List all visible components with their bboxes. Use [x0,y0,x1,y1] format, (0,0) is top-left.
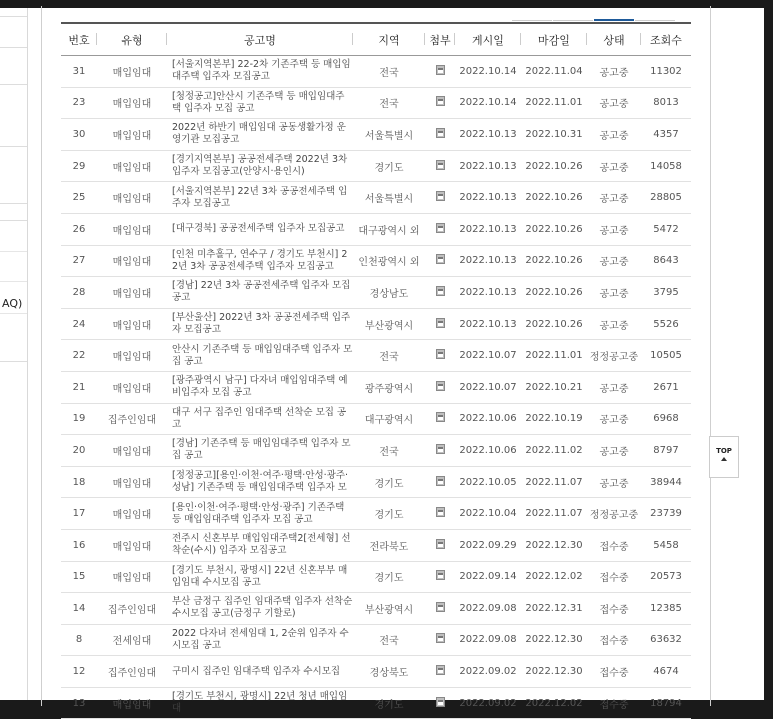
row-number: 12 [61,656,97,688]
row-title-text: 부산 금정구 집주인 임대주택 입주자 선착순 수시모집 공고(금정구 기할로) [172,596,353,620]
row-region: 서울특별시 [353,182,425,214]
row-region: 전국 [353,624,425,656]
row-views: 4674 [641,656,691,688]
row-deadline: 2022.10.26 [521,213,587,245]
row-type: 집주인임대 [97,593,167,625]
row-deadline: 2022.10.26 [521,150,587,182]
row-status: 공고중 [587,466,641,498]
row-region: 경상남도 [353,277,425,309]
row-title-text: [경기도 부천시, 광명시] 22년 신혼부부 매입임대 수시모집 공고 [172,564,348,588]
file-icon[interactable] [436,697,445,707]
row-deadline: 2022.12.31 [521,593,587,625]
row-attachment[interactable] [425,213,455,245]
row-title-text: [서울지역본부] 22-2차 기존주택 등 매입임대주택 입주자 모집공고 [172,59,351,83]
row-attachment[interactable] [425,466,455,498]
table-row[interactable] [61,687,691,719]
row-type: 매입임대 [97,245,167,277]
row-status: 접수중 [587,687,641,719]
row-attachment[interactable] [425,593,455,625]
row-number: 28 [61,277,97,309]
file-icon[interactable] [436,602,445,612]
row-title-text: [정정공고][용인·이천·여주·평택·안성·광주·성남] 기존주택 등 매입임대주택 입주자 모 [172,470,349,494]
row-type: 매입임대 [97,435,167,467]
row-attachment[interactable] [425,340,455,372]
row-number: 19 [61,403,97,435]
row-region: 서울특별시 [353,119,425,151]
row-views: 4357 [641,119,691,151]
table-row[interactable] [61,119,691,151]
row-title-link[interactable] [167,371,353,403]
row-title-link[interactable] [167,56,353,88]
notice-table [61,22,691,719]
table-row[interactable] [61,150,691,182]
row-status: 접수중 [587,561,641,593]
row-attachment[interactable] [425,277,455,309]
row-status: 접수중 [587,624,641,656]
scroll-top-button[interactable] [709,436,739,478]
file-icon[interactable] [436,412,445,422]
row-title-link[interactable] [167,624,353,656]
row-deadline: 2022.11.02 [521,435,587,467]
row-views: 3795 [641,277,691,309]
row-attachment[interactable] [425,498,455,530]
row-title-link[interactable] [167,245,353,277]
row-attachment[interactable] [425,624,455,656]
row-status: 공고중 [587,182,641,214]
row-posted: 2022.10.07 [455,340,521,372]
row-number: 18 [61,466,97,498]
header-title: 공고명 [167,23,353,56]
row-region: 전라북도 [353,529,425,561]
file-icon[interactable] [436,507,445,517]
row-title-link[interactable] [167,403,353,435]
row-type: 집주인임대 [97,656,167,688]
row-region: 경기도 [353,466,425,498]
row-views: 23739 [641,498,691,530]
header-deadline: 마감일 [521,23,587,56]
row-number: 21 [61,371,97,403]
row-views: 8797 [641,435,691,467]
row-views: 20573 [641,561,691,593]
row-title-link[interactable] [167,561,353,593]
table-row[interactable] [61,498,691,530]
row-posted: 2022.10.07 [455,371,521,403]
row-deadline: 2022.10.19 [521,403,587,435]
row-region: 대구광역시 외 [353,213,425,245]
row-title-text: [인천 미추홀구, 연수구 / 경기도 부천시] 22년 3차 공공전세주택 입주자 모집공고 [172,248,348,272]
row-region: 대구광역시 [353,403,425,435]
row-type: 매입임대 [97,182,167,214]
row-title-text: [대구경북] 공공전세주택 입주자 모집공고 [172,223,345,235]
row-number: 16 [61,529,97,561]
row-views: 18794 [641,687,691,719]
row-attachment[interactable] [425,308,455,340]
row-type: 매입임대 [97,277,167,309]
row-views: 10505 [641,340,691,372]
row-title-text: 안산시 기존주택 등 매입임대주택 입주자 모집 공고 [172,343,353,367]
row-attachment[interactable] [425,245,455,277]
row-title-text: [광주광역시 남구] 다자녀 매입임대주택 예비입주자 모집 공고 [172,375,348,399]
row-views: 6968 [641,403,691,435]
row-deadline: 2022.10.21 [521,371,587,403]
row-views: 28805 [641,182,691,214]
sidebar-divider [0,84,27,85]
row-posted: 2022.10.13 [455,213,521,245]
row-posted: 2022.09.08 [455,593,521,625]
row-title-link[interactable] [167,656,353,688]
row-attachment[interactable] [425,529,455,561]
row-deadline: 2022.12.30 [521,529,587,561]
row-type: 매입임대 [97,119,167,151]
row-title-link[interactable] [167,119,353,151]
row-number: 17 [61,498,97,530]
header-views: 조회수 [641,23,691,56]
row-number: 22 [61,340,97,372]
row-number: 31 [61,56,97,88]
row-status: 공고중 [587,56,641,88]
row-views: 38944 [641,466,691,498]
row-posted: 2022.10.13 [455,245,521,277]
row-title-link[interactable] [167,277,353,309]
row-title-text: [경기지역본부] 공공전세주택 2022년 3차 입주자 모집공고(안양시·용인시) [172,154,348,178]
table-row[interactable] [61,624,691,656]
row-title-link[interactable] [167,498,353,530]
file-icon[interactable] [436,191,445,201]
row-posted: 2022.10.04 [455,498,521,530]
row-type: 매입임대 [97,87,167,119]
row-title-link[interactable] [167,593,353,625]
table-row[interactable] [61,87,691,119]
top-label: TOP [716,447,732,455]
row-title-text: [청정공고]안산시 기존주택 등 매입임대주택 입주자 모집 공고 [172,90,345,114]
tab-2[interactable] [553,16,593,21]
row-title-text: 구미시 집주인 임대주택 입주자 수시모집 [172,665,341,677]
row-attachment[interactable] [425,150,455,182]
row-type: 매입임대 [97,56,167,88]
row-region: 전국 [353,340,425,372]
row-views: 14058 [641,150,691,182]
row-title-text: 2022년 하반기 매입임대 공동생활가정 운영기관 모집공고 [172,122,346,146]
row-region: 부산광역시 [353,308,425,340]
row-attachment[interactable] [425,687,455,719]
file-icon[interactable] [436,254,445,264]
row-number: 15 [61,561,97,593]
row-type: 집주인임대 [97,403,167,435]
row-title-text: [경기도 부천시, 광명시] 22년 청년 매입임대 [172,691,348,715]
table-row[interactable] [61,466,691,498]
row-number: 20 [61,435,97,467]
row-title-link[interactable] [167,340,353,372]
row-attachment[interactable] [425,87,455,119]
row-posted: 2022.10.13 [455,150,521,182]
row-deadline: 2022.10.26 [521,277,587,309]
tab-4[interactable] [635,16,675,21]
file-icon[interactable] [436,570,445,580]
table-row[interactable] [61,277,691,309]
header-region: 지역 [353,23,425,56]
sidebar-menu-item[interactable] [0,16,27,48]
row-title-text: 전주시 신혼부부 매입임대주택2[전세형] 선착순(수시) 입주자 모집공고 [172,533,351,557]
file-icon[interactable] [436,633,445,643]
row-deadline: 2022.10.26 [521,182,587,214]
row-posted: 2022.09.29 [455,529,521,561]
header-number: 번호 [61,23,97,56]
row-number: 23 [61,87,97,119]
row-views: 12385 [641,593,691,625]
row-views: 8643 [641,245,691,277]
page [0,8,764,715]
header-status: 상태 [587,23,641,56]
row-deadline: 2022.10.31 [521,119,587,151]
table-row[interactable] [61,182,691,214]
row-views: 2671 [641,371,691,403]
row-views: 63632 [641,624,691,656]
row-title-link[interactable] [167,466,353,498]
row-deadline: 2022.11.07 [521,466,587,498]
file-icon[interactable] [436,476,445,486]
row-number: 25 [61,182,97,214]
row-region: 전국 [353,435,425,467]
table-row[interactable] [61,561,691,593]
row-deadline: 2022.10.26 [521,245,587,277]
row-status: 공고중 [587,87,641,119]
table-row[interactable] [61,56,691,88]
tab-bar [512,6,676,11]
row-status: 공고중 [587,150,641,182]
row-views: 5458 [641,529,691,561]
row-posted: 2022.09.08 [455,624,521,656]
row-title-text: [경남] 기존주택 등 매입임대주택 입주자 모집 공고 [172,438,351,462]
row-deadline: 2022.12.02 [521,687,587,719]
table-row[interactable] [61,340,691,372]
row-posted: 2022.09.14 [455,561,521,593]
row-region: 경기도 [353,687,425,719]
row-number: 29 [61,150,97,182]
table-row[interactable] [61,403,691,435]
row-deadline: 2022.11.07 [521,498,587,530]
table-row[interactable] [61,435,691,467]
row-number: 26 [61,213,97,245]
row-region: 경상북도 [353,656,425,688]
row-posted: 2022.10.13 [455,308,521,340]
row-deadline: 2022.12.30 [521,624,587,656]
row-title-text: [용인·이천·여주·평택·안성·광주] 기존주택 등 매입임대주택 입주자 모집 공고 [172,501,345,525]
row-number: 24 [61,308,97,340]
sidebar-faq-label: AQ) [2,297,23,310]
row-posted: 2022.10.06 [455,435,521,467]
row-number: 13 [61,687,97,719]
row-deadline: 2022.11.04 [521,56,587,88]
file-icon[interactable] [436,286,445,296]
file-icon[interactable] [436,665,445,675]
file-icon[interactable] [436,128,445,138]
row-title-link[interactable] [167,150,353,182]
row-status: 정정공고중 [587,498,641,530]
row-status: 공고중 [587,245,641,277]
row-region: 경기도 [353,150,425,182]
row-type: 매입임대 [97,561,167,593]
row-region: 전국 [353,87,425,119]
row-views: 8013 [641,87,691,119]
row-attachment[interactable] [425,56,455,88]
row-type: 매입임대 [97,150,167,182]
row-status: 공고중 [587,308,641,340]
row-title-link[interactable] [167,529,353,561]
header-posted: 게시일 [455,23,521,56]
left-sidebar [0,8,28,700]
row-deadline: 2022.11.01 [521,87,587,119]
table-row[interactable] [61,245,691,277]
file-icon[interactable] [436,444,445,454]
row-posted: 2022.10.13 [455,182,521,214]
row-type: 전세임대 [97,624,167,656]
row-number: 14 [61,593,97,625]
row-views: 5526 [641,308,691,340]
row-region: 광주광역시 [353,371,425,403]
file-icon[interactable] [436,223,445,233]
row-status: 접수중 [587,593,641,625]
row-posted: 2022.09.02 [455,687,521,719]
row-attachment[interactable] [425,435,455,467]
table-row[interactable] [61,529,691,561]
file-icon[interactable] [436,381,445,391]
row-region: 전국 [353,56,425,88]
row-number: 27 [61,245,97,277]
row-posted: 2022.10.13 [455,277,521,309]
row-type: 매입임대 [97,466,167,498]
row-title-link[interactable] [167,213,353,245]
row-title-link[interactable] [167,435,353,467]
tab-3-active[interactable] [594,15,634,21]
row-status: 공고중 [587,119,641,151]
row-type: 매입임대 [97,498,167,530]
file-icon[interactable] [436,539,445,549]
table-row[interactable] [61,371,691,403]
file-icon[interactable] [436,65,445,75]
table-row[interactable] [61,308,691,340]
row-type: 매입임대 [97,687,167,719]
row-region: 인천광역시 외 [353,245,425,277]
row-posted: 2022.10.14 [455,87,521,119]
row-title-link[interactable] [167,687,353,719]
row-status: 접수중 [587,656,641,688]
sidebar-menu-group [0,220,27,362]
sidebar-menu-item-faq[interactable] [0,146,27,310]
row-status: 정정공고중 [587,340,641,372]
row-deadline: 2022.12.30 [521,656,587,688]
row-number: 8 [61,624,97,656]
row-title-text: [부산울산] 2022년 3차 공공전세주택 입주자 모집공고 [172,312,351,336]
row-status: 접수중 [587,529,641,561]
row-views: 11302 [641,56,691,88]
row-attachment[interactable] [425,403,455,435]
row-posted: 2022.10.14 [455,56,521,88]
row-type: 매입임대 [97,213,167,245]
row-title-text: 대구 서구 집주인 임대주택 선착순 모집 공고 [172,406,347,430]
row-type: 매입임대 [97,529,167,561]
row-attachment[interactable] [425,371,455,403]
row-posted: 2022.09.02 [455,656,521,688]
row-title-link[interactable] [167,87,353,119]
row-type: 매입임대 [97,371,167,403]
row-posted: 2022.10.05 [455,466,521,498]
row-type: 매입임대 [97,340,167,372]
row-views: 5472 [641,213,691,245]
tab-1[interactable] [512,16,552,21]
row-region: 경기도 [353,498,425,530]
row-status: 공고중 [587,213,641,245]
row-deadline: 2022.11.01 [521,340,587,372]
file-icon[interactable] [436,349,445,359]
arrow-up-icon [721,457,727,461]
header-attachment: 첨부 [425,23,455,56]
row-status: 공고중 [587,371,641,403]
file-icon[interactable] [436,318,445,328]
row-title-text: [서울지역본부] 22년 3차 공공전세주택 입주자 모집공고 [172,185,348,209]
row-attachment[interactable] [425,656,455,688]
file-icon[interactable] [436,96,445,106]
file-icon[interactable] [436,160,445,170]
row-attachment[interactable] [425,119,455,151]
row-title-text: [경남] 22년 3차 공공전세주택 입주자 모집 공고 [172,280,351,304]
row-deadline: 2022.12.02 [521,561,587,593]
row-attachment[interactable] [425,182,455,214]
row-title-link[interactable] [167,308,353,340]
row-region: 부산광역시 [353,593,425,625]
row-region: 경기도 [353,561,425,593]
row-status: 공고중 [587,435,641,467]
row-posted: 2022.10.13 [455,119,521,151]
table-row[interactable] [61,213,691,245]
row-attachment[interactable] [425,561,455,593]
header-type: 유형 [97,23,167,56]
row-deadline: 2022.10.26 [521,308,587,340]
row-type: 매입임대 [97,308,167,340]
row-number: 30 [61,119,97,151]
table-header-row [61,23,691,56]
table-row[interactable] [61,656,691,688]
row-status: 공고중 [587,403,641,435]
row-posted: 2022.10.06 [455,403,521,435]
row-status: 공고중 [587,277,641,309]
row-title-link[interactable] [167,182,353,214]
table-row[interactable] [61,593,691,625]
row-title-text: 2022 다자녀 전세임대 1, 2순위 입주자 수시모집 공고 [172,627,349,651]
